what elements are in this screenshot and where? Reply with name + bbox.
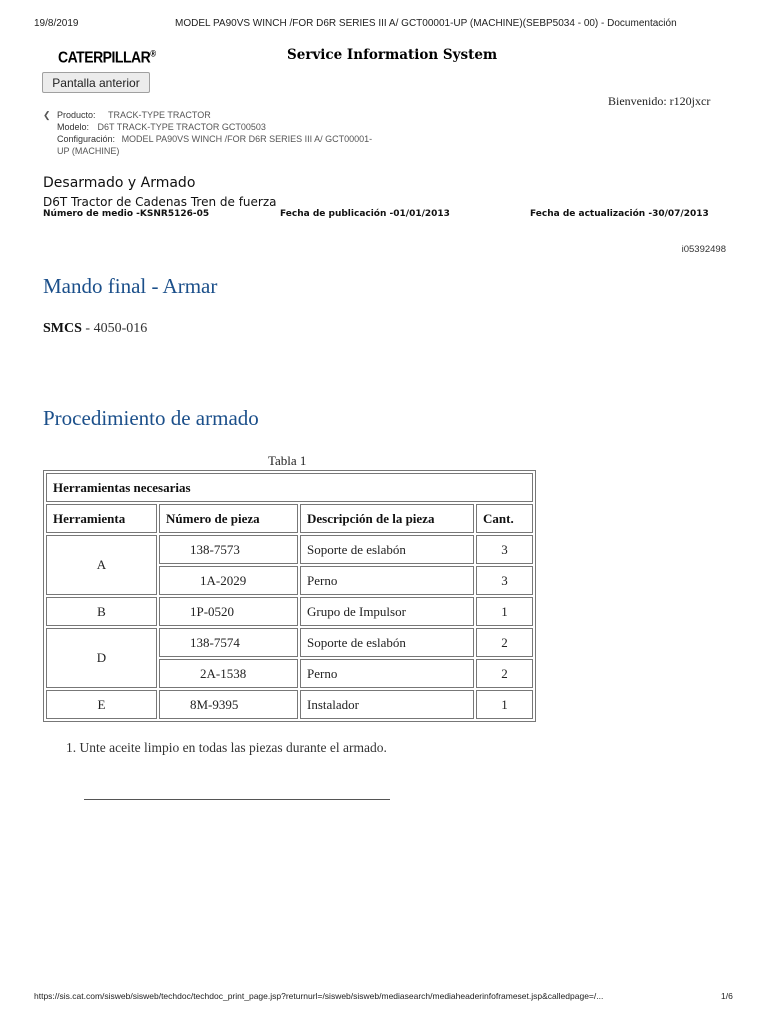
page-title: Mando final - Armar [43, 274, 218, 298]
print-date: 19/8/2019 [34, 18, 79, 29]
document-id: i05392498 [681, 244, 726, 255]
logo-registered-mark: ® [150, 48, 156, 59]
table-column-header-row [46, 504, 533, 533]
description-cell: Perno [300, 659, 474, 688]
model-label: Modelo: [57, 122, 90, 132]
publication-date: Fecha de publicación -01/01/2013 [280, 209, 450, 219]
divider [84, 799, 390, 800]
quantity-cell: 1 [476, 690, 533, 719]
config-label: Configuración: [57, 134, 116, 144]
quantity-cell: 2 [476, 628, 533, 657]
description-cell: Instalador [300, 690, 474, 719]
required-tools-table [43, 470, 536, 722]
product-label: Producto: [57, 110, 96, 120]
logo-text: CATERPILLAR [58, 48, 151, 66]
description-cell: Soporte de eslabón [300, 535, 474, 564]
quantity-cell: 2 [476, 659, 533, 688]
config-value-line1: MODEL PA90VS WINCH /FOR D6R SERIES III A/ GCT00001- [121, 134, 373, 144]
part-number-cell: 8M-9395 [159, 690, 298, 719]
tool-cell: B [46, 597, 157, 626]
table-row [46, 690, 533, 719]
description-cell: Perno [300, 566, 474, 595]
product-row [57, 109, 211, 121]
description-cell: Soporte de eslabón [300, 628, 474, 657]
table-row [46, 535, 533, 564]
part-number-cell: 2A-1538 [159, 659, 298, 688]
footer-url: https://sis.cat.com/sisweb/sisweb/techdoc/techdoc_print_page.jsp?returnurl=/sisweb/sisweb/mediasearch/mediaheaderinfoframeset.jsp&calledpage=/... [34, 991, 604, 1001]
quantity-cell: 3 [476, 535, 533, 564]
column-header-quantity: Cant. [476, 504, 533, 533]
product-value: TRACK-TYPE TRACTOR [108, 110, 211, 120]
table-heading-row [46, 473, 533, 502]
description-cell: Grupo de Impulsor [300, 597, 474, 626]
system-title: Service Information System [287, 47, 498, 63]
column-header-part-number: Número de pieza [159, 504, 298, 533]
tool-cell: A [46, 535, 157, 595]
media-number: Número de medio -KSNR5126-05 [43, 209, 210, 219]
quantity-cell: 1 [476, 597, 533, 626]
column-header-description: Descripción de la pieza [300, 504, 474, 533]
part-number-cell: 1P-0520 [159, 597, 298, 626]
model-value: D6T TRACK-TYPE TRACTOR GCT00503 [97, 122, 266, 132]
part-number-cell: 138-7574 [159, 628, 298, 657]
part-number-cell: 138-7573 [159, 535, 298, 564]
table-heading: Herramientas necesarias [46, 473, 533, 502]
procedure-step: 1. Unte aceite limpio en todas las piezas durante el armado. [66, 740, 387, 755]
smcs-value: - 4050-016 [81, 321, 148, 336]
smcs-code [43, 321, 147, 337]
config-row [57, 133, 372, 157]
model-row [57, 121, 266, 133]
section-title: Desarmado y Armado [43, 175, 196, 191]
tool-cell: E [46, 690, 157, 719]
table-caption: Tabla 1 [268, 453, 307, 468]
quantity-cell: 3 [476, 566, 533, 595]
print-title: MODEL PA90VS WINCH /FOR D6R SERIES III A/ GCT00001-UP (MACHINE)(SEBP5034 - 00) - Documentación [175, 18, 677, 29]
welcome-text: Bienvenido: r120jxcr [608, 94, 711, 108]
collapse-chevron-icon[interactable]: ❮ [43, 110, 51, 120]
column-header-tool: Herramienta [46, 504, 157, 533]
config-value-line2: UP (MACHINE) [57, 146, 120, 156]
update-date: Fecha de actualización -30/07/2013 [530, 209, 709, 219]
subsection-title: D6T Tractor de Cadenas Tren de fuerza [43, 195, 277, 209]
procedure-title: Procedimiento de armado [43, 406, 259, 430]
table-row [46, 597, 533, 626]
page-number: 1/6 [721, 991, 733, 1001]
part-number-cell: 1A-2029 [159, 566, 298, 595]
table-row [46, 628, 533, 657]
tool-cell: D [46, 628, 157, 688]
caterpillar-logo [58, 48, 156, 66]
previous-screen-button[interactable]: Pantalla anterior [42, 72, 150, 93]
smcs-label: SMCS [43, 321, 82, 336]
